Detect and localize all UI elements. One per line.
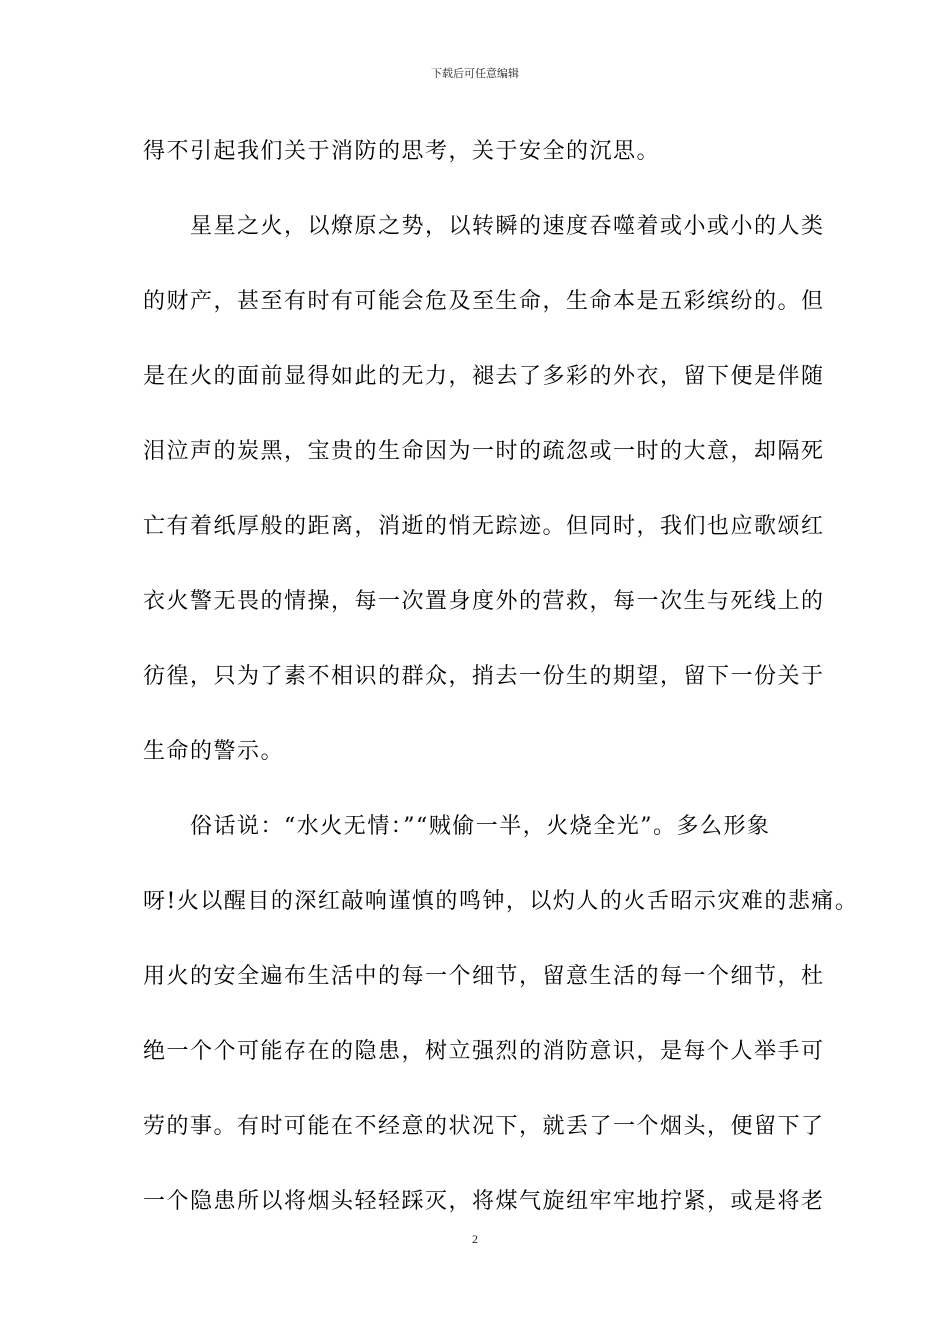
page-number: 2	[472, 1232, 478, 1246]
body-line-13: 绝一个个可能存在的隐患，树立强烈的消防意识，是每个人举手可	[143, 1039, 825, 1064]
body-line-14: 劳的事。有时可能在不经意的状况下，就丢了一个烟头，便留下了	[143, 1114, 825, 1139]
body-line-10: 俗话说：“水火无情：”“贼偷一半，火烧全光”。多么形象	[143, 814, 771, 839]
page-header: 下载后可任意编辑	[431, 67, 519, 80]
body-line-7: 衣火警无畏的情操，每一次置身度外的营救，每一次生与死线上的	[143, 589, 825, 614]
body-line-5: 泪泣声的炭黑，宝贵的生命因为一时的疏忽或一时的大意，却隔死	[143, 439, 825, 464]
body-line-15: 一个隐患所以将烟头轻轻踩灭，将煤气旋纽牢牢地拧紧，或是将老	[143, 1189, 825, 1214]
body-line-4: 是在火的面前显得如此的无力，褪去了多彩的外衣，留下便是伴随	[143, 364, 825, 389]
body-line-9: 生命的警示。	[143, 739, 285, 764]
body-line-1: 得不引起我们关于消防的思考，关于安全的沉思。	[143, 139, 661, 164]
body-line-2: 星星之火，以燎原之势，以转瞬的速度吞噬着或小或小的人类	[143, 214, 825, 239]
body-line-11: 呀!火以醒目的深红敲响谨慎的鸣钟，以灼人的火舌昭示灾难的悲痛。	[143, 889, 859, 914]
body-line-3: 的财产，甚至有时有可能会危及至生命，生命本是五彩缤纷的。但	[143, 289, 825, 314]
body-line-8: 彷徨，只为了素不相识的群众，捎去一份生的期望，留下一份关于	[143, 664, 825, 689]
body-line-12: 用火的安全遍布生活中的每一个细节，留意生活的每一个细节，杜	[143, 964, 825, 989]
body-line-6: 亡有着纸厚般的距离，消逝的悄无踪迹。但同时，我们也应歌颂红	[143, 514, 825, 539]
